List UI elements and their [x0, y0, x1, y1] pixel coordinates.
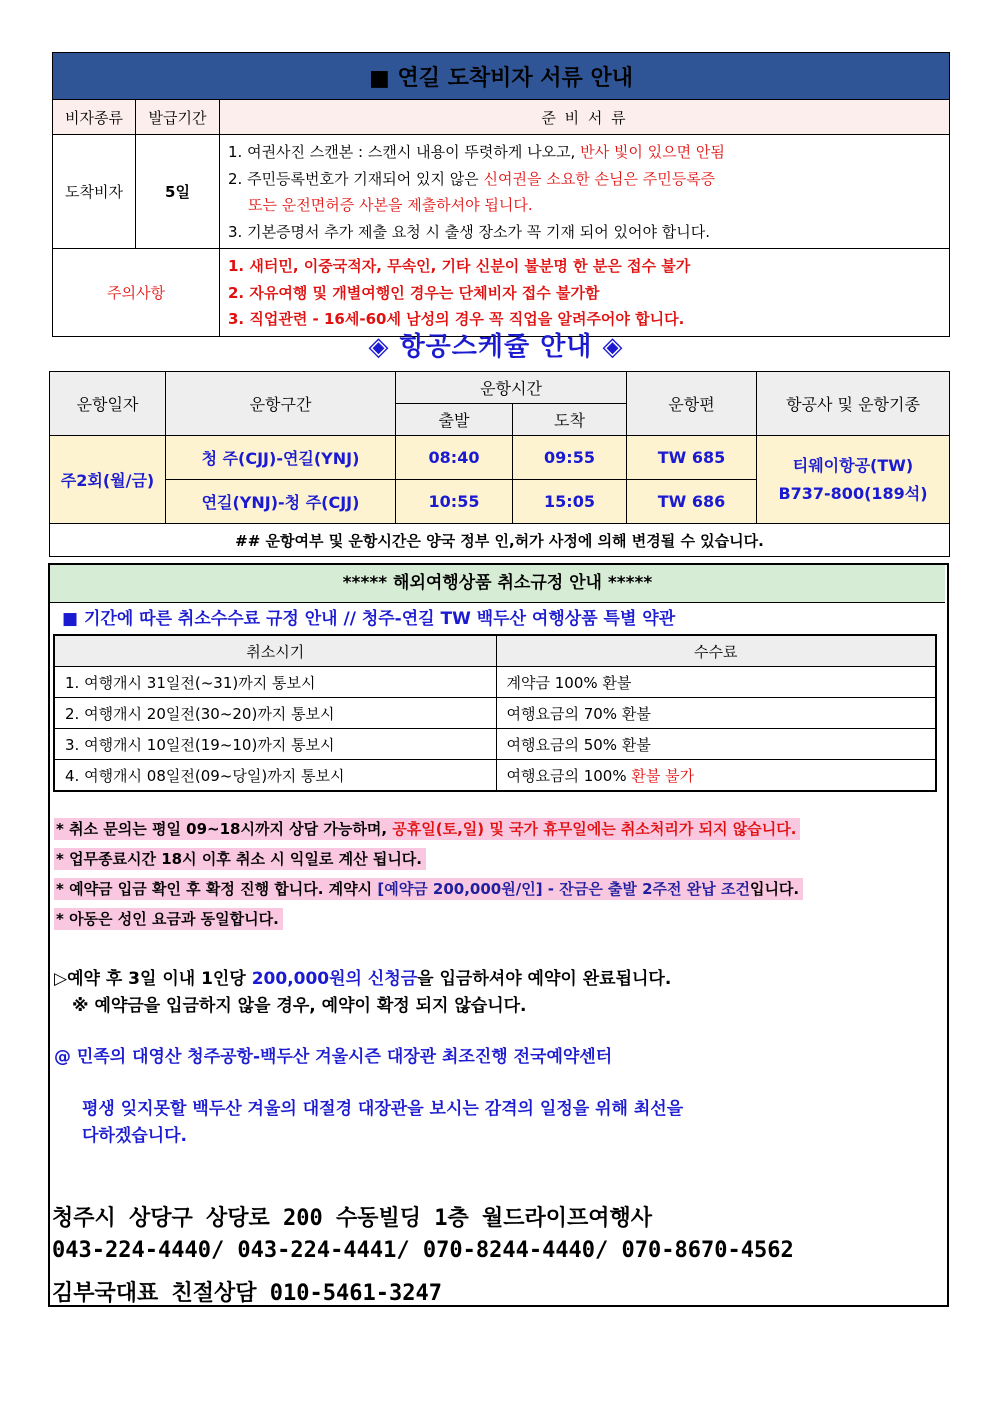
notice-after-hours: * 업무종료시간 18시 이후 취소 시 익일로 계산 됩니다.: [54, 848, 426, 870]
visa-period: 5일: [136, 135, 220, 249]
caution-item: 3. 직업관련 - 16세-60세 남성의 경우 꼭 직업을 알려주어야 합니다.: [228, 310, 685, 328]
flight-number: TW 686: [627, 480, 757, 524]
promo-line: @ 민족의 대영산 청주공항-백두산 겨울시즌 대장관 최조진행 전국예약센터: [54, 1047, 613, 1067]
cancel-subtitle: ■ 기간에 따른 취소수수료 규정 안내 // 청주-연길 TW 백두산 여행상품 특별 약관: [62, 609, 676, 629]
doc-item: 또는 운전면허증 사본을 제출하셔야 됩니다.: [248, 196, 533, 214]
airline-name: 티웨이항공(TW): [792, 455, 914, 475]
h-date: 운항일자: [50, 372, 166, 436]
col-docs: 준 비 서 류: [220, 100, 950, 135]
table-row: [54, 698, 936, 729]
notice-child: * 아동은 성인 요금과 동일합니다.: [54, 908, 283, 930]
col-period: 발급기간: [136, 100, 220, 135]
h-airline: 항공사 및 운항기종: [757, 372, 950, 436]
caution-item: 1. 새터민, 이중국적자, 무속인, 기타 신분이 불분명 한 분은 접수 불가: [228, 257, 691, 275]
table-row: [54, 729, 936, 760]
cancel-fee: 여행요금의 70% 환불: [496, 698, 936, 729]
doc-item: 2. 주민등록번호가 기재되어 있지 않은 신여권을 소요한 손님은 주민등록증: [228, 169, 716, 188]
phone-numbers: 043-224-4440/ 043-224-4441/ 070-8244-4440/ 070-8670-4562: [52, 1238, 794, 1263]
h-flight: 운항편: [627, 372, 757, 436]
cancel-when: 2. 여행개시 20일전(30~20)까지 통보시: [54, 698, 496, 729]
visa-type: 도착비자: [53, 135, 136, 249]
docs-list: [220, 135, 950, 249]
cancel-fee: 계약금 100% 환불: [496, 667, 936, 698]
promo-text: 다하겠습니다.: [82, 1126, 187, 1146]
arrival-time: 09:55: [513, 436, 627, 480]
h-route: 운항구간: [166, 372, 396, 436]
company-address: 청주시 상당구 상당로 200 수동빌딩 1층 월드라이프여행사: [52, 1206, 652, 1231]
table-row: [54, 760, 936, 792]
deposit-warning: ※ 예약금을 입금하지 않을 경우, 예약이 확정 되지 않습니다.: [72, 996, 527, 1016]
caution-list: [220, 249, 950, 337]
ceo-contact: 김부국대표 친절상담 010-5461-3247: [52, 1281, 442, 1306]
cancel-when: 4. 여행개시 08일전(09~당일)까지 통보시: [54, 760, 496, 792]
departure-time: 10:55: [396, 480, 513, 524]
flight-schedule-title: ◈ 항공스케쥴 안내 ◈: [368, 332, 624, 362]
h-cancel-fee: 수수료: [496, 635, 936, 667]
visa-table: [52, 52, 950, 337]
aircraft: B737-800(189석): [778, 483, 928, 503]
cancel-fee: 여행요금의 100% 환불 불가: [496, 760, 936, 792]
deposit-line: ▷예약 후 3일 이내 1인당 200,000원의 신청금을 입금하셔야 예약이 완료됩니다.: [54, 969, 672, 989]
h-cancel-when: 취소시기: [54, 635, 496, 667]
arrival-time: 15:05: [513, 480, 627, 524]
caution-label: 주의사항: [53, 249, 220, 337]
cancel-when: 3. 여행개시 10일전(19~10)까지 통보시: [54, 729, 496, 760]
cancel-when: 1. 여행개시 31일전(~31)까지 통보시: [54, 667, 496, 698]
flight-days: 주2회(월/금): [50, 436, 166, 524]
col-visa-type: 비자종류: [53, 100, 136, 135]
table-row: [54, 667, 936, 698]
caution-item: 2. 자유여행 및 개별여행인 경우는 단체비자 접수 불가함: [228, 283, 600, 302]
promo-text: 평생 잊지못할 백두산 겨울의 대절경 대장관을 보시는 감격의 일정을 위해 최선을: [82, 1099, 684, 1119]
departure-time: 08:40: [396, 436, 513, 480]
visa-title: ■ 연길 도착비자 서류 안내: [53, 53, 950, 100]
notice-cancel-hours: * 취소 문의는 평일 09~18시까지 상담 가능하며, 공휴일(토,일) 및 국가 휴무일에는 취소처리가 되지 않습니다.: [54, 818, 800, 840]
h-arrival: 도착: [513, 404, 627, 436]
flight-note: ## 운항여부 및 운항시간은 양국 정부 인,허가 사정에 의해 변경될 수 있습니다.: [50, 524, 950, 557]
doc-item: 3. 기본증명서 추가 제출 요청 시 출생 장소가 꼭 기재 되어 있어야 합니다.: [228, 222, 711, 241]
h-departure: 출발: [396, 404, 513, 436]
cancel-fee: 여행요금의 50% 환불: [496, 729, 936, 760]
h-time: 운항시간: [396, 372, 627, 404]
flight-table: [49, 371, 950, 557]
notice-deposit: * 예약금 입금 확인 후 확정 진행 합니다. 계약시 [예약금 200,000원/인] - 잔금은 출발 2주전 완납 조건입니다.: [54, 878, 803, 900]
route: 연길(YNJ)-청 주(CJJ): [166, 480, 396, 524]
cancel-fee-table: [53, 634, 937, 792]
flight-number: TW 685: [627, 436, 757, 480]
route: 청 주(CJJ)-연길(YNJ): [166, 436, 396, 480]
cancel-title: ***** 해외여행상품 취소규정 안내 *****: [50, 565, 945, 603]
doc-item: 1. 여권사진 스캔본 : 스캔시 내용이 뚜렷하게 나오고, 반사 빛이 있으면 안됨: [228, 143, 725, 161]
airline-info: [757, 436, 950, 524]
